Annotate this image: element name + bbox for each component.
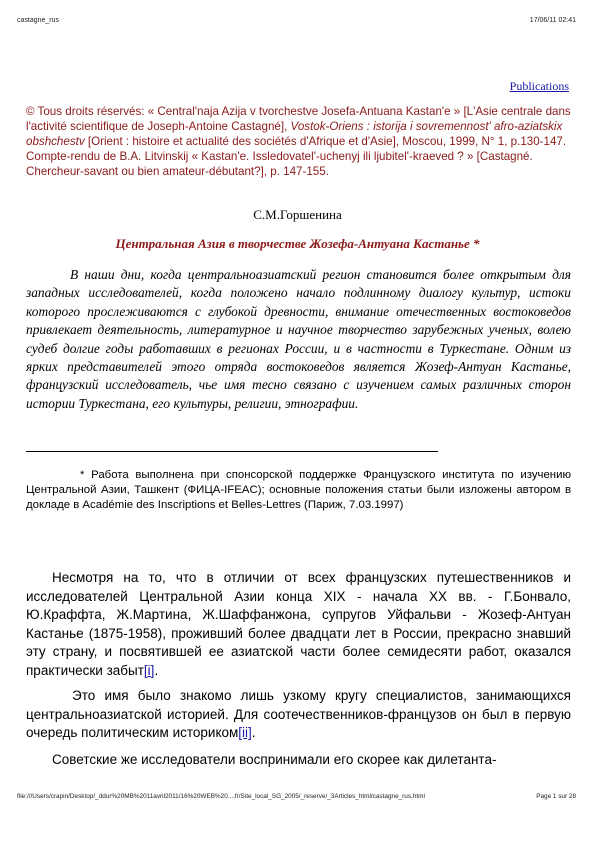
copyright-notice — [26, 104, 571, 179]
copyright-part2: [Orient : histoire et actualité des sociétés d'Afrique et d'Asie], Moscou, 1999, N° 1, p.130-147. Compte-rendu de B.A. Litvinskij « Kastan'e. Issledovatel'-uchenyj ili ljubitel'-kraeved ? » [Castagné. Chercheur-savant ou bien amateur-débutant?], p. 147-155. — [26, 135, 567, 178]
print-footer-url: file:///Users/crapin/Desktop/_ddur%20MB%2011avril2011/16%20WEB%20....fr/Site_local_SG_2005/_reserve/_3Articles_html/castagne_rus.html — [17, 793, 425, 800]
article-title: Центральная Азия в творчестве Жозефа-Антуана Кастанье * — [115, 236, 480, 251]
footnote-ref-ii[interactable]: [ii] — [238, 725, 252, 741]
paragraph-2-end: . — [251, 725, 256, 741]
paragraph-1-text: Несмотря на то, что в отличии от всех французских путешественников и исследователей Центральной Азии конца XIX - начала XX вв. - Г.Бонвало, Ю.Краффта, Ж.Мартина, Ж.Шаффанжона, супругов Уйфальви - Жозеф-Антуан Кастанье (1875-1958), проживший более двадцати лет в России, прекрасно знавший эту страну, и посвятившей ее азиатской части более семидесяти работ, оказался практически забыт — [26, 570, 571, 678]
copyright-journal: Vostok-Oriens : istorija i sovremennost' afro-aziatskix obshchestv — [26, 120, 563, 148]
body-paragraph-3: Советские же исследователи воспринимали его скорее как дилетанта- — [52, 752, 497, 767]
footnote-ref-i[interactable]: [i] — [143, 662, 155, 678]
print-header-title: castagne_rus — [17, 17, 60, 24]
publications-link[interactable]: Publications — [509, 79, 569, 93]
article-abstract: В наши дни, когда центральноазиатский регион становится более открытым для западных исследователей, когда положено начало подлинному диалогу культур, истоки которого прослеживаются с глубокой древности, внимание отечественных востоковедов привлекает деятельность, литературное и научное творчество зарубежных ученых, волею судеб долгие годы работавших в регионах России, и в частности в Туркестане. Одним из ярких представителей этого отряда востоковедов является Жозеф-Антуан Кастанье, французский исследователь, чье имя тесно связано с изучением самых различных сторон истории Туркестана, его культуры, религии, этнографии. — [26, 267, 571, 411]
body-paragraph-2 — [26, 687, 571, 743]
paragraph-1-end: . — [154, 662, 159, 678]
paragraph-2-text: Это имя было знакомо лишь узкому кругу специалистов, занимающихся центральноазиатской историей. Для соотечественников-французов он был в первую очередь политическим историком — [26, 688, 571, 741]
footnote-divider — [26, 451, 438, 452]
footnote: * Работа выполнена при спонсорской поддержке Французского института по изучению Центральной Азии, Ташкент (ФИЦА-IFEAC); основные положения статьи были изложены автором в докладе в Académie des Inscriptions et Belles-Lettres (Париж, 7.03.1997) — [26, 469, 571, 511]
copyright-part1: © Tous droits réservés: « Central'naja Azija v tvorchestve Josefa-Antuana Kastan'e » [L'Asie centrale dans l'activité scientifique de Joseph-Antoine Castagné], — [26, 105, 571, 133]
print-header-date: 17/06/11 02:41 — [529, 17, 576, 24]
article-author: С.М.Горшенина — [253, 207, 342, 222]
body-paragraph-1 — [26, 569, 571, 681]
print-footer-page: Page 1 sur 28 — [536, 793, 576, 800]
